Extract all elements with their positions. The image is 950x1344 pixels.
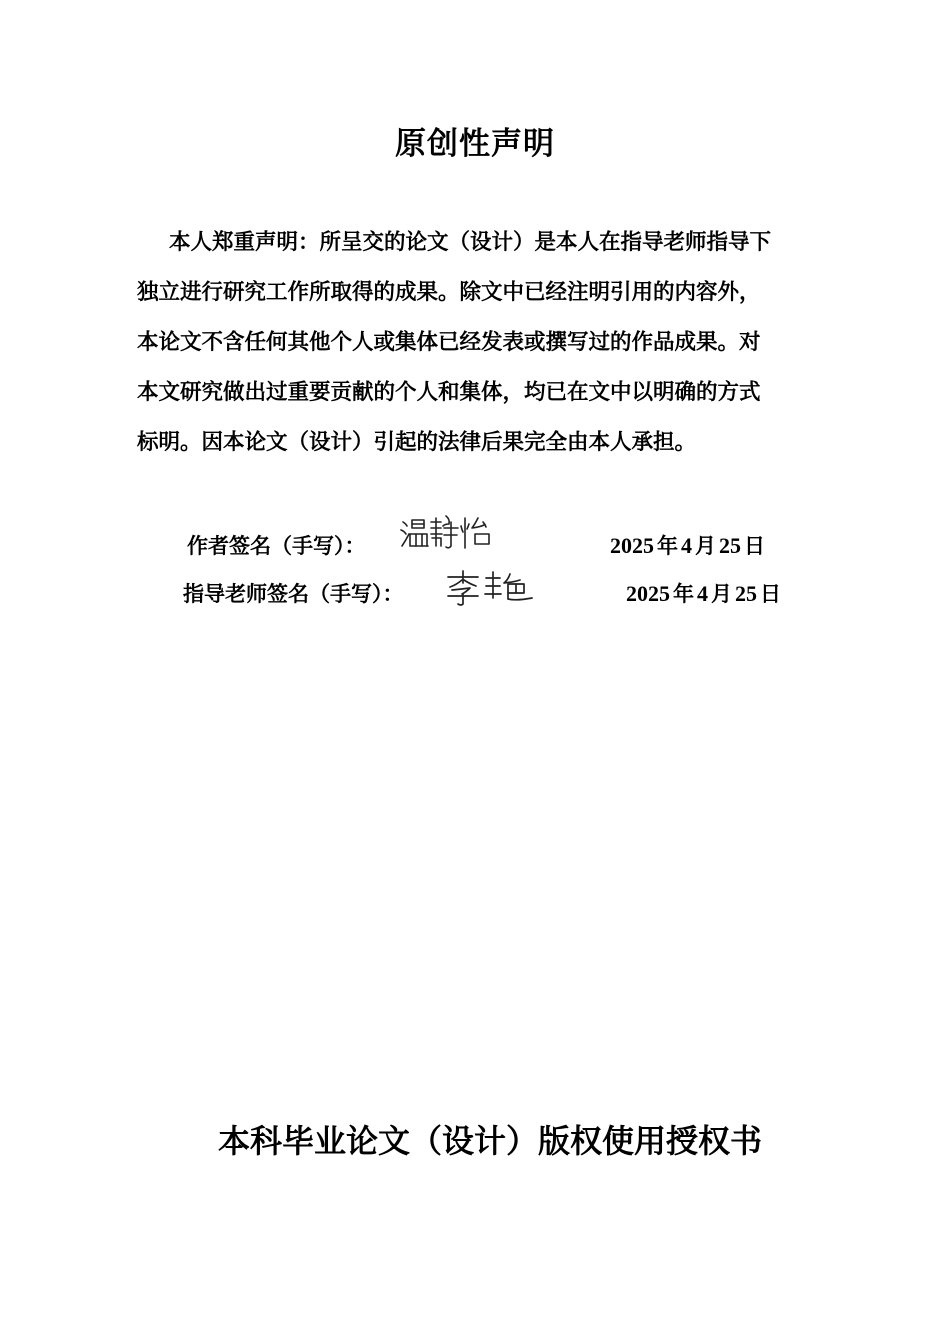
declaration-paragraph (137, 218, 841, 468)
advisor-date-day-unit: 日 (760, 582, 781, 606)
advisor-date-year-unit: 年 (673, 582, 694, 606)
author-handwritten-signature (398, 512, 506, 556)
author-signature-date (610, 530, 768, 560)
author-signature-row (0, 522, 950, 562)
advisor-date-month-unit: 月 (711, 582, 732, 606)
advisor-date-day: 25 (735, 581, 757, 606)
declaration-line-5: 标明。因本论文（设计）引起的法律后果完全由本人承担。 (137, 430, 697, 455)
author-date-month-unit: 月 (695, 534, 716, 558)
author-date-month: 4 (681, 533, 692, 558)
author-signature-label: 作者签名（手写）： (187, 534, 366, 558)
advisor-date-year: 2025 (626, 581, 670, 606)
advisor-signature-date (626, 578, 784, 608)
declaration-line-4: 本文研究做出过重要贡献的个人和集体，均已在文中以明确的方式 (137, 380, 761, 405)
author-date-year-unit: 年 (657, 534, 678, 558)
author-date-day: 25 (719, 533, 741, 558)
author-date-day-unit: 日 (744, 534, 765, 558)
copyright-authorization-title: 本科毕业论文（设计）版权使用授权书 (217, 1122, 762, 1160)
advisor-signature-label: 指导老师签名（手写）： (183, 582, 404, 606)
advisor-date-month: 4 (697, 581, 708, 606)
author-date-year: 2025 (610, 533, 654, 558)
declaration-line-1: 本人郑重声明：所呈交的论文（设计）是本人在指导老师指导下 (169, 230, 772, 255)
originality-title: 原创性声明 (395, 126, 555, 162)
advisor-handwritten-signature (444, 568, 544, 608)
declaration-line-3: 本论文不含任何其他个人或集体已经发表或撰写过的作品成果。对 (137, 330, 761, 355)
declaration-line-2: 独立进行研究工作所取得的成果。除文中已经注明引用的内容外， (137, 280, 761, 305)
advisor-signature-row (0, 570, 950, 610)
